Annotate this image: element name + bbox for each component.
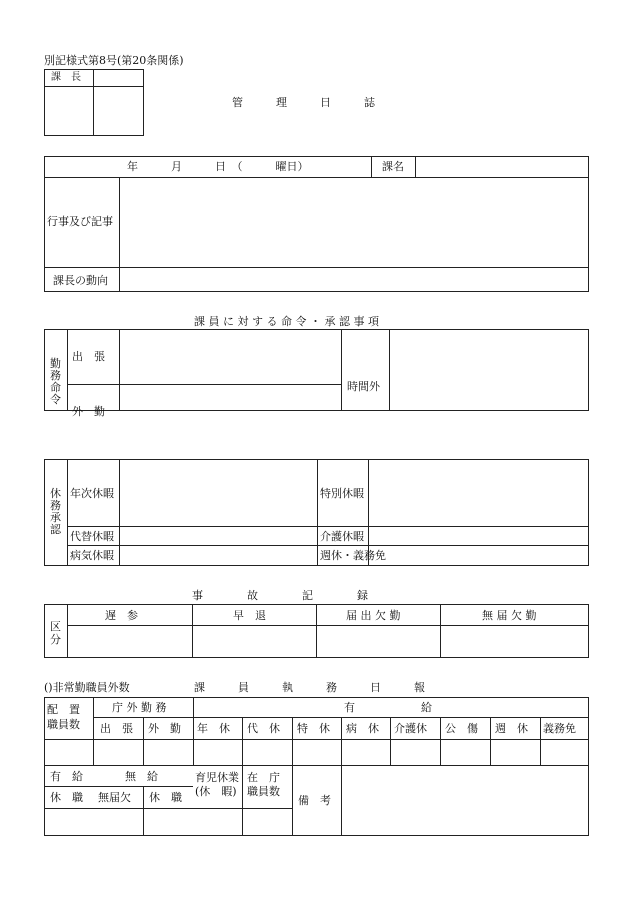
work-order-label: 勤務命令 xyxy=(50,357,61,406)
unnotified-absence-column: 無 届 欠 勤 xyxy=(482,609,537,622)
outside-sub-trip: 出 張 xyxy=(100,722,133,735)
date-line: 年 月 日 （ 曜日） xyxy=(127,160,309,173)
sick-leave-label: 病気休暇 xyxy=(70,549,114,562)
row2-unpaid-suspension: 休 職 xyxy=(149,791,182,804)
page-title: 管 理 日 誌 xyxy=(232,96,375,109)
accidents-heading: 事 故 記 録 xyxy=(192,589,368,602)
late-column: 遅 参 xyxy=(105,609,138,622)
annual-leave-label: 年次休暇 xyxy=(70,487,114,500)
paid-label: 有 給 xyxy=(344,701,432,714)
events-label: 行事及び記事 xyxy=(47,215,113,228)
overtime-label: 時間外 xyxy=(347,380,380,393)
paid-sub-special: 特 休 xyxy=(297,722,330,735)
childcare-leave-label: 育児休業 (休 暇) xyxy=(195,771,239,798)
substitute-leave-label: 代替休暇 xyxy=(70,530,114,543)
paid-sub-annual: 年 休 xyxy=(197,722,230,735)
outside-duty-label: 庁 外 勤 務 xyxy=(112,701,167,714)
orders-heading: 課 員 に 対 す る 命 令 ・ 承 認 事 項 xyxy=(194,315,379,328)
paid-sub-weekly: 週 休 xyxy=(495,722,528,735)
business-trip-label: 出 張 xyxy=(72,350,105,363)
outside-sub-work: 外 勤 xyxy=(148,722,181,735)
section-name-label: 課名 xyxy=(382,160,404,173)
paid-sub-exemption: 義務免 xyxy=(543,722,576,735)
outside-work-label: 外 勤 xyxy=(72,405,105,418)
kacho-movement-label: 課長の動向 xyxy=(53,274,108,287)
orders-table xyxy=(44,329,589,411)
leave-label: 休務承認 xyxy=(50,487,61,536)
row2-paid-bottom: 休 職 xyxy=(50,791,83,804)
row2-paid-top: 有 給 xyxy=(50,770,83,783)
form-reference: 別記様式第8号(第20条関係) xyxy=(44,54,184,67)
in-office-staff-label: 在 庁 職員数 xyxy=(247,771,280,798)
paid-sub-care: 介護休 xyxy=(394,722,427,735)
row2-unpaid-absence: 無届欠 xyxy=(98,791,131,804)
early-leave-column: 早 退 xyxy=(233,609,266,622)
paid-sub-injury: 公 傷 xyxy=(445,722,478,735)
row2-unpaid-top: 無 給 xyxy=(125,770,158,783)
remarks-label: 備 考 xyxy=(298,794,331,807)
assigned-staff-label: 配 置 職員数 xyxy=(47,703,80,731)
paid-sub-sick: 病 休 xyxy=(346,722,379,735)
paid-sub-substitute: 代 休 xyxy=(247,722,280,735)
kacho-label: 課 長 xyxy=(51,72,81,83)
daily-report-heading: 課 員 執 務 日 報 xyxy=(194,681,425,694)
part-time-note: ()非常勤職員外数 xyxy=(44,681,130,694)
accident-category-label: 区分 xyxy=(50,620,61,646)
care-leave-label: 介護休暇 xyxy=(320,530,364,543)
special-leave-label: 特別休暇 xyxy=(320,487,364,500)
notified-absence-column: 届 出 欠 勤 xyxy=(346,609,401,622)
weekly-rest-exemption-label: 週休・義務免 xyxy=(320,549,386,562)
